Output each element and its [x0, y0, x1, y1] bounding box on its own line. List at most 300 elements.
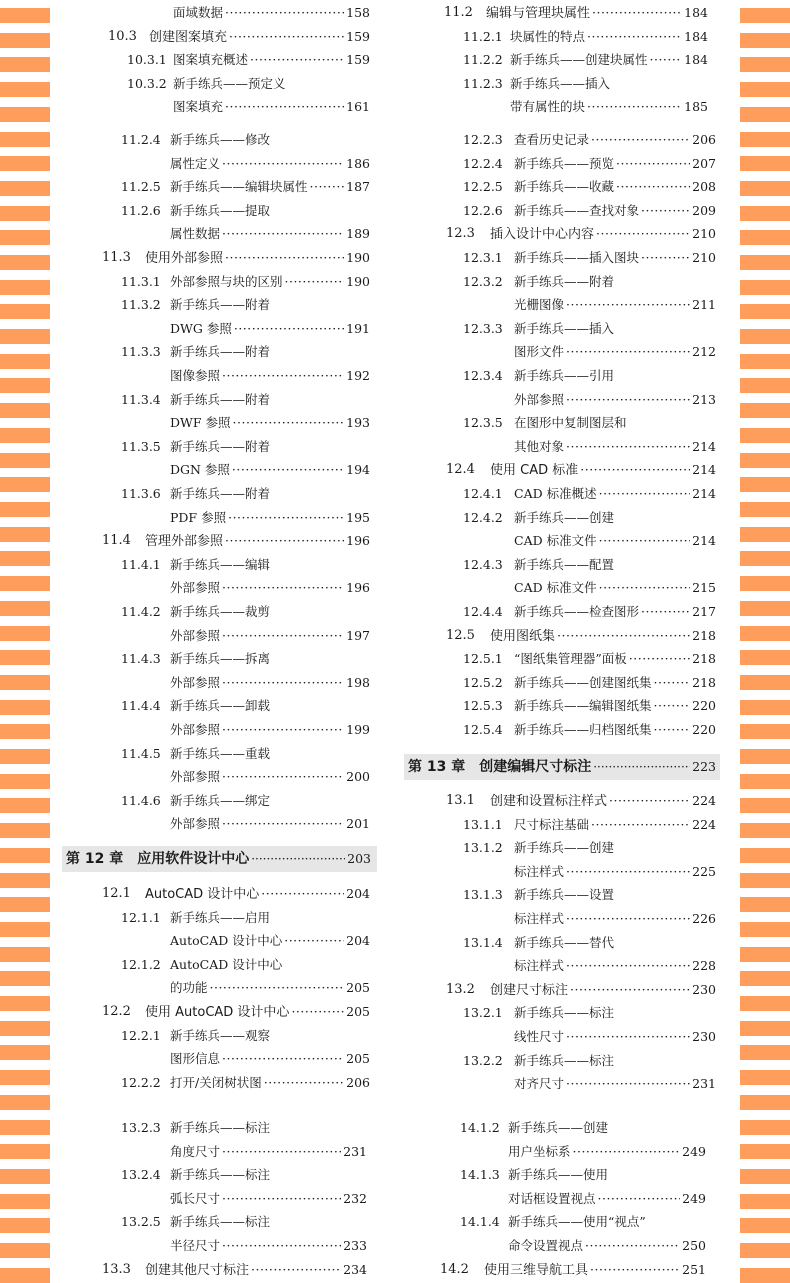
entry-line [170, 1166, 367, 1183]
entry-line [170, 1143, 367, 1160]
entry-number: 12.5.3 [463, 698, 503, 713]
page-number: 214 [692, 486, 716, 501]
entry-line [514, 721, 716, 738]
page-number: 184 [684, 5, 708, 20]
entry-title: 新手练兵——设置 [514, 887, 615, 902]
leader-dots [570, 981, 690, 998]
leader-dots [222, 1143, 341, 1160]
entry-line [514, 556, 716, 573]
leader-dots [566, 296, 690, 313]
stripe-bar [740, 57, 790, 72]
entry-title: 外部参照与块的区别 [170, 274, 283, 289]
entry-title: 新手练兵——附着 [170, 392, 271, 407]
entry-number: 11.3 [102, 250, 131, 265]
page-number: 196 [346, 533, 370, 548]
leader-dots [654, 697, 691, 714]
entry-number: 10.3.2 [127, 76, 167, 91]
page-number: 200 [346, 769, 370, 784]
entry-line [170, 579, 370, 596]
entry-line [514, 1028, 716, 1045]
leader-dots [566, 438, 690, 455]
entry-number: 12.5.1 [463, 651, 503, 666]
entry-line [484, 1261, 706, 1279]
stripe-bar [0, 1243, 50, 1258]
leader-dots [566, 957, 690, 974]
stripe-bar [740, 626, 790, 641]
entry-number: 12.4.4 [463, 604, 503, 619]
stripe-bar [0, 798, 50, 813]
leader-dots [222, 768, 344, 785]
entry-number: 11.4.3 [121, 651, 161, 666]
entry-line [514, 839, 716, 856]
entry-number: 12.3.3 [463, 321, 503, 336]
entry-number: 12.3.5 [463, 415, 503, 430]
entry-number: 11.2.5 [121, 179, 161, 194]
entry-line [170, 414, 370, 431]
entry-line [170, 1027, 370, 1044]
entry-line [514, 155, 716, 172]
entry-line [170, 178, 370, 195]
page-number: 228 [692, 958, 716, 973]
page-number: 249 [682, 1191, 706, 1206]
page-number: 186 [346, 156, 370, 171]
page-number: 214 [692, 533, 716, 548]
entry-line [170, 320, 370, 337]
entry-line [514, 438, 716, 455]
leader-dots [590, 1261, 680, 1278]
stripe-bar [740, 378, 790, 393]
page-number: 226 [692, 911, 716, 926]
entry-title: 尺寸标注基础 [514, 817, 590, 832]
entry-number: 12.2.4 [463, 156, 503, 171]
stripe-bar [0, 1194, 50, 1209]
page-number: 225 [692, 864, 716, 879]
entry-line [514, 910, 716, 927]
entry-title: AutoCAD 设计中心 [170, 933, 283, 948]
leader-dots [222, 815, 344, 832]
entry-line [514, 249, 716, 266]
stripe-bar [0, 206, 50, 221]
entry-line [510, 28, 708, 45]
stripe-bar [0, 280, 50, 295]
entry-title: 新手练兵——替代 [514, 935, 615, 950]
stripe-bar [0, 626, 50, 641]
stripe-bar [740, 848, 790, 863]
page-number: 251 [682, 1262, 706, 1277]
entry-line [170, 909, 370, 926]
entry-number: 12.2 [102, 1004, 131, 1019]
right-decorative-stripes [740, 0, 790, 1272]
stripe-bar [740, 230, 790, 245]
stripe-bar [740, 922, 790, 937]
leader-dots [557, 627, 690, 644]
stripe-bar [0, 57, 50, 72]
entry-number: 11.2.2 [463, 52, 503, 67]
entry-title: 新手练兵——附着 [514, 274, 615, 289]
entry-line [514, 296, 716, 313]
entry-line [145, 885, 370, 903]
leader-dots [250, 51, 344, 68]
stripe-bar [740, 156, 790, 171]
entry-number: 11.4.6 [121, 793, 161, 808]
entry-number: 12.3 [446, 226, 475, 241]
stripe-bar [740, 354, 790, 369]
entry-title: 属性数据 [170, 226, 221, 241]
entry-number: 11.3.1 [121, 274, 161, 289]
entry-title: 图形文件 [514, 344, 565, 359]
page-number: 213 [692, 392, 716, 407]
entry-title: 新手练兵——标注 [170, 1214, 271, 1229]
entry-number: 12.5 [446, 628, 475, 643]
page-number: 192 [346, 368, 370, 383]
page-number: 207 [692, 156, 716, 171]
entry-number: 13.2.5 [121, 1214, 161, 1229]
entry-line [514, 1075, 716, 1092]
entry-title: 创建尺寸标注 [490, 983, 569, 998]
stripe-bar [0, 107, 50, 122]
entry-number: 11.4 [102, 533, 131, 548]
entry-line [490, 981, 716, 999]
entry-title: 创建图案填充 [149, 30, 228, 45]
leader-dots [264, 1074, 344, 1091]
entry-line [170, 438, 370, 455]
entry-title: 使用图纸集 [490, 629, 556, 644]
page-number: 231 [692, 1076, 716, 1091]
leader-dots [591, 816, 690, 833]
stripe-bar [0, 1021, 50, 1036]
entry-line [508, 1166, 706, 1183]
stripe-bar [0, 1120, 50, 1135]
leader-dots [598, 1190, 681, 1207]
entry-line [508, 1237, 706, 1254]
stripe-bar [0, 156, 50, 171]
stripe-bar [0, 823, 50, 838]
entry-title: 新手练兵——创建图纸集 [514, 675, 652, 690]
entry-number: 11.4.2 [121, 604, 161, 619]
entry-number: 14.1.2 [460, 1120, 500, 1135]
entry-line [514, 367, 716, 384]
entry-line [514, 863, 716, 880]
entry-line [145, 532, 370, 550]
stripe-bar [0, 329, 50, 344]
stripe-bar [740, 1194, 790, 1209]
stripe-bar [0, 897, 50, 912]
stripe-bar [740, 1243, 790, 1258]
page-number: 211 [692, 297, 716, 312]
entry-line [514, 674, 716, 691]
stripe-bar [0, 576, 50, 591]
leader-dots [225, 98, 344, 115]
page-number: 191 [346, 321, 370, 336]
stripe-bar [0, 181, 50, 196]
entry-line [490, 792, 716, 810]
entry-title: 对齐尺寸 [514, 1076, 565, 1091]
leader-dots [641, 603, 690, 620]
leader-dots [285, 273, 345, 290]
entry-line [514, 579, 716, 596]
leader-dots [222, 1190, 341, 1207]
page-number: 193 [346, 415, 370, 430]
entry-line [170, 768, 370, 785]
entry-title: 新手练兵——预定义 [173, 76, 286, 91]
stripe-bar [0, 1144, 50, 1159]
entry-title: 外部参照 [170, 628, 221, 643]
page-number: 206 [692, 132, 716, 147]
page-number: 233 [343, 1238, 367, 1253]
entry-line [514, 886, 716, 903]
entry-number: 12.3.1 [463, 250, 503, 265]
entry-title: 外部参照 [170, 769, 221, 784]
stripe-bar [0, 1218, 50, 1233]
stripe-bar [740, 453, 790, 468]
page-number: 231 [343, 1144, 367, 1159]
page-number: 205 [346, 1004, 370, 1019]
entry-title: 使用外部参照 [145, 251, 224, 266]
entry-line [170, 131, 370, 148]
page-number: 210 [692, 250, 716, 265]
entry-title: 新手练兵——创建 [508, 1120, 609, 1135]
entry-line [508, 1190, 706, 1207]
leader-dots [229, 28, 344, 45]
stripe-bar [0, 403, 50, 418]
chapter-heading-12 [62, 846, 377, 872]
leader-dots [566, 391, 690, 408]
stripe-bar [740, 527, 790, 542]
stripe-bar [740, 107, 790, 122]
leader-dots [596, 225, 690, 242]
leader-dots [566, 1028, 690, 1045]
stripe-bar [0, 1045, 50, 1060]
entry-title: 新手练兵——创建 [514, 840, 615, 855]
entry-title: 图像参照 [170, 368, 221, 383]
stripe-bar [0, 255, 50, 270]
entry-title: 外部参照 [170, 816, 221, 831]
entry-number: 12.3.4 [463, 368, 503, 383]
stripe-bar [0, 1070, 50, 1085]
entry-title: 新手练兵——重载 [170, 746, 271, 761]
leader-dots [228, 509, 344, 526]
page-number: 204 [346, 933, 370, 948]
entry-title: 新手练兵——附着 [170, 344, 271, 359]
entry-title: 新手练兵——创建块属性 [510, 52, 648, 67]
entry-title: 角度尺寸 [170, 1144, 221, 1159]
entry-title: DGN 参照 [170, 462, 230, 477]
chapter-title: 第 12 章 应用软件设计中心 [66, 851, 250, 867]
entry-title: 弧长尺寸 [170, 1191, 221, 1206]
entry-number: 13.3 [102, 1262, 131, 1277]
entry-line [170, 650, 370, 667]
leader-dots [599, 532, 691, 549]
entry-line [508, 1119, 706, 1136]
entry-line [514, 650, 716, 667]
entry-line [170, 391, 370, 408]
page-number: 214 [692, 439, 716, 454]
entry-line [145, 1261, 367, 1279]
page-number: 218 [692, 628, 716, 643]
stripe-bar [740, 403, 790, 418]
entry-title: 的功能 [170, 980, 208, 995]
stripe-bar [740, 798, 790, 813]
leader-dots [593, 758, 690, 776]
stripe-bar [740, 650, 790, 665]
leader-dots [650, 51, 683, 68]
entry-line [170, 674, 370, 691]
entry-title: PDF 参照 [170, 510, 227, 525]
entry-line [490, 461, 716, 479]
leader-dots [566, 863, 690, 880]
entry-line [510, 51, 708, 68]
page-number: 195 [346, 510, 370, 525]
entry-title: 新手练兵——附着 [170, 439, 271, 454]
entry-number: 12.4.1 [463, 486, 503, 501]
entry-number: 13.2.3 [121, 1120, 161, 1135]
leader-dots [225, 249, 344, 266]
entry-line [514, 957, 716, 974]
entry-number: 11.4.4 [121, 698, 161, 713]
entry-line [514, 485, 716, 502]
entry-line [170, 1074, 370, 1091]
entry-title: 创建其他尺寸标注 [145, 1263, 250, 1278]
left-decorative-stripes [0, 0, 50, 1272]
entry-number: 11.2 [444, 5, 473, 20]
entry-line [170, 296, 370, 313]
stripe-bar [740, 33, 790, 48]
page-number: 218 [692, 675, 716, 690]
page-number: 250 [682, 1238, 706, 1253]
entry-title: 新手练兵——创建 [514, 510, 615, 525]
stripe-bar [740, 280, 790, 295]
stripe-bar [740, 551, 790, 566]
stripe-bar [740, 304, 790, 319]
entry-line [490, 225, 716, 243]
entry-number: 11.2.4 [121, 132, 161, 147]
entry-title: 新手练兵——使用“视点” [508, 1214, 646, 1229]
entry-number: 10.3 [108, 29, 137, 44]
chapter-title: 第 13 章 创建编辑尺寸标注 [408, 759, 592, 775]
stripe-bar [740, 1095, 790, 1110]
page-number: 218 [692, 651, 716, 666]
page-number: 234 [343, 1262, 367, 1277]
entry-number: 12.1.2 [121, 957, 161, 972]
entry-number: 11.4.5 [121, 746, 161, 761]
leader-dots [222, 1050, 344, 1067]
stripe-bar [0, 477, 50, 492]
stripe-bar [740, 1268, 790, 1283]
entry-line [170, 202, 370, 219]
stripe-bar [740, 947, 790, 962]
entry-title: 打开/关闭树状图 [170, 1075, 262, 1090]
entry-title: 对话框设置视点 [508, 1191, 596, 1206]
page-number: 199 [346, 722, 370, 737]
page-number: 197 [346, 628, 370, 643]
entry-title: 新手练兵——引用 [514, 368, 615, 383]
entry-title: 新手练兵——编辑图纸集 [514, 698, 652, 713]
page-number: 204 [346, 886, 370, 901]
stripe-bar [0, 675, 50, 690]
entry-title: CAD 标准概述 [514, 486, 597, 501]
entry-line [170, 225, 370, 242]
stripe-bar [0, 304, 50, 319]
entry-title: CAD 标准文件 [514, 533, 597, 548]
entry-title: DWG 参照 [170, 321, 232, 336]
page-number: 220 [692, 698, 716, 713]
entry-line [486, 4, 708, 22]
entry-title: 属性定义 [170, 156, 221, 171]
leader-dots [234, 320, 344, 337]
entry-number: 12.4.2 [463, 510, 503, 525]
stripe-bar [740, 823, 790, 838]
leader-dots [261, 885, 344, 902]
entry-line [170, 697, 370, 714]
entry-title: 图案填充概述 [173, 52, 249, 67]
entry-number: 12.4.3 [463, 557, 503, 572]
stripe-bar [0, 650, 50, 665]
entry-line [170, 485, 370, 502]
entry-number: 12.1.1 [121, 910, 161, 925]
stripe-bar [740, 255, 790, 270]
entry-number: 13.1.4 [463, 935, 503, 950]
chapter-heading-13 [404, 754, 720, 780]
entry-line [490, 627, 716, 645]
stripe-bar [0, 33, 50, 48]
page-number: 223 [692, 759, 716, 774]
stripe-bar [0, 502, 50, 517]
entry-title: “图纸集管理器”面板 [514, 651, 627, 666]
entry-line [170, 343, 370, 360]
entry-line [173, 4, 370, 21]
stripe-bar [740, 700, 790, 715]
page-number: 209 [692, 203, 716, 218]
entry-number: 12.3.2 [463, 274, 503, 289]
entry-title: AutoCAD 设计中心 [170, 957, 283, 972]
entry-title: 在图形中复制图层和 [514, 415, 627, 430]
entry-title: 新手练兵——提取 [170, 203, 271, 218]
page-number: 224 [692, 793, 716, 808]
entry-title: 编辑与管理块属性 [486, 6, 591, 21]
entry-title: 新手练兵——插入 [510, 76, 611, 91]
entry-title: 图形信息 [170, 1051, 221, 1066]
leader-dots [233, 414, 345, 431]
leader-dots [629, 650, 690, 667]
entry-title: 新手练兵——标注 [170, 1167, 271, 1182]
page-number: 187 [346, 179, 370, 194]
entry-line [170, 956, 370, 973]
stripe-bar [740, 1070, 790, 1085]
leader-dots [251, 1261, 341, 1278]
entry-line [514, 320, 716, 337]
entry-number: 11.3.3 [121, 344, 161, 359]
entry-line [508, 1143, 706, 1160]
entry-line [145, 249, 370, 267]
entry-line [170, 1237, 367, 1254]
leader-dots [251, 850, 345, 868]
entry-line [170, 627, 370, 644]
entry-number: 11.4.1 [121, 557, 161, 572]
leader-dots [225, 532, 344, 549]
entry-line [170, 932, 370, 949]
stripe-bar [740, 82, 790, 97]
entry-title: 新手练兵——附着 [170, 297, 271, 312]
stripe-bar [740, 576, 790, 591]
stripe-bar [740, 724, 790, 739]
entry-line [173, 51, 370, 68]
entry-line [170, 1190, 367, 1207]
entry-title: 标注样式 [514, 958, 565, 973]
page-number: 185 [684, 99, 708, 114]
stripe-bar [740, 502, 790, 517]
leader-dots [225, 4, 344, 21]
leader-dots [587, 28, 682, 45]
